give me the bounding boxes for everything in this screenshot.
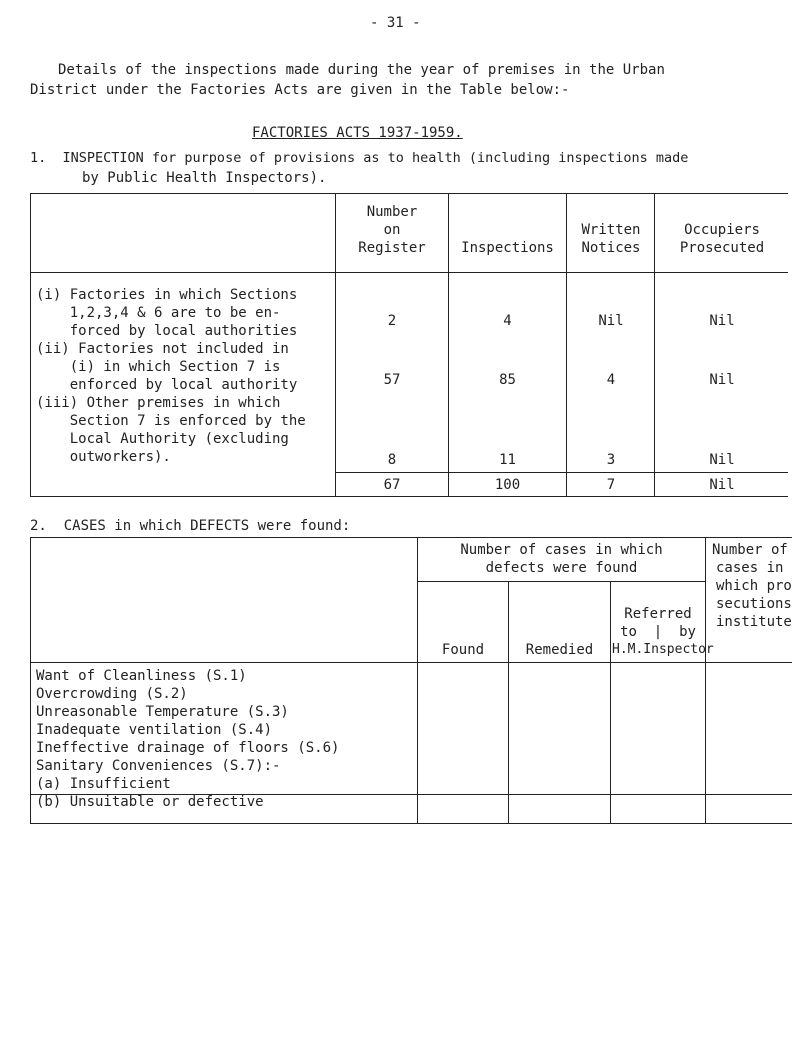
table2-row-label: Unreasonable Temperature (S.3) <box>36 704 289 720</box>
totals-prosecuted: Nil <box>709 477 735 493</box>
table2-divider-4 <box>705 537 706 823</box>
table2-bottom-rule <box>30 823 792 824</box>
table1-row-label: enforced by local authority <box>36 377 298 393</box>
table2-divider-2 <box>508 581 509 823</box>
header-notices-line2: Notices <box>581 240 641 256</box>
header-notices-line1: Written <box>581 222 641 238</box>
totals-notices: 7 <box>606 477 616 493</box>
table1-row-label: Section 7 is enforced by the <box>36 413 306 429</box>
table2-row-label: Overcrowding (S.2) <box>36 686 188 702</box>
table1-header-rule <box>30 272 788 273</box>
table1-top-rule <box>30 193 788 194</box>
table2-top-rule <box>30 537 792 538</box>
row2-notices: 4 <box>606 372 616 388</box>
page-number: - 31 - <box>370 15 421 31</box>
row2-inspections: 85 <box>499 372 516 388</box>
table1-row-label: (ii) Factories not included in <box>36 341 289 357</box>
table2-row-label: Ineffective drainage of floors (S.6) <box>36 740 340 756</box>
table1-row-label: outworkers). <box>36 449 171 465</box>
header-register-line1: Number <box>366 204 418 220</box>
header-prosecuted-line1: Occupiers <box>684 222 760 238</box>
row3-inspections: 11 <box>499 452 516 468</box>
table1-bottom-rule <box>30 496 788 497</box>
table1-row-label: Local Authority (excluding <box>36 431 289 447</box>
header-prosecutions-line1: Number of <box>712 542 788 558</box>
table2-row-label: Sanitary Conveniences (S.7):- <box>36 758 281 774</box>
table1-divider-3 <box>566 193 567 496</box>
table1-totals-rule <box>335 472 788 473</box>
header-group-line1: Number of cases in which <box>460 542 663 558</box>
row1-prosecuted: Nil <box>709 313 735 329</box>
header-prosecutions-line4: secutions <box>716 596 792 612</box>
header-found: Found <box>441 642 485 658</box>
row2-register: 57 <box>383 372 401 388</box>
totals-register: 67 <box>383 477 401 493</box>
table2-row-label: Want of Cleanliness (S.1) <box>36 668 247 684</box>
totals-inspections: 100 <box>494 477 521 493</box>
header-prosecuted-line2: Prosecuted <box>679 240 765 256</box>
section1-title-line2: by Public Health Inspectors). <box>82 170 327 186</box>
row3-prosecuted: Nil <box>709 452 735 468</box>
table1-row-label: (iii) Other premises in which <box>36 395 281 411</box>
table2-divider-1 <box>417 537 418 823</box>
table2-divider-3 <box>610 581 611 823</box>
row3-notices: 3 <box>606 452 616 468</box>
table2-row-label: Inadequate ventilation (S.4) <box>36 722 273 738</box>
intro-line-2: District under the Factories Acts are given in the Table below:- <box>30 82 570 98</box>
header-register-line2: on <box>383 222 401 238</box>
header-referred-line3: H.M.Inspector <box>612 642 714 657</box>
row1-notices: Nil <box>598 313 624 329</box>
row1-inspections: 4 <box>503 313 512 329</box>
table1-left-border <box>30 193 31 496</box>
table2-left-border <box>30 537 31 823</box>
header-prosecutions-line2: cases in <box>716 560 784 576</box>
row1-register: 2 <box>387 313 397 329</box>
header-inspections: Inspections <box>461 240 554 256</box>
row3-register: 8 <box>387 452 397 468</box>
row2-prosecuted: Nil <box>709 372 735 388</box>
header-prosecutions-line3: which pro <box>716 578 792 594</box>
section1-title-line1: 1. INSPECTION for purpose of provisions as to health (including inspections made <box>30 150 689 166</box>
header-prosecutions-line5: institute <box>716 614 792 630</box>
header-register-line3: Register <box>358 240 426 256</box>
table1-divider-4 <box>654 193 655 496</box>
table1-row-label: forced by local authorities <box>36 323 298 339</box>
table1-divider-1 <box>335 193 336 496</box>
table1-row-label: (i) Factories in which Sections <box>36 287 298 303</box>
table1-row-label: (i) in which Section 7 is <box>36 359 281 375</box>
table2-group-rule <box>417 581 705 582</box>
document-heading: FACTORIES ACTS 1937-1959. <box>252 125 463 141</box>
section2-title: 2. CASES in which DEFECTS were found: <box>30 518 351 534</box>
header-referred-line2: to | by <box>620 624 696 640</box>
header-group-line2: defects were found <box>485 560 638 576</box>
header-remedied: Remedied <box>525 642 594 658</box>
table2-header-rule <box>30 662 792 663</box>
table2-row-label: (b) Unsuitable or defective <box>36 794 264 810</box>
table1-divider-2 <box>448 193 449 496</box>
header-referred-line1: Referred <box>624 606 692 622</box>
table1-row-label: 1,2,3,4 & 6 are to be en- <box>36 305 281 321</box>
table2-row-label: (a) Insufficient <box>36 776 171 792</box>
intro-line-1: Details of the inspections made during the year of premises in the Urban <box>58 62 665 78</box>
